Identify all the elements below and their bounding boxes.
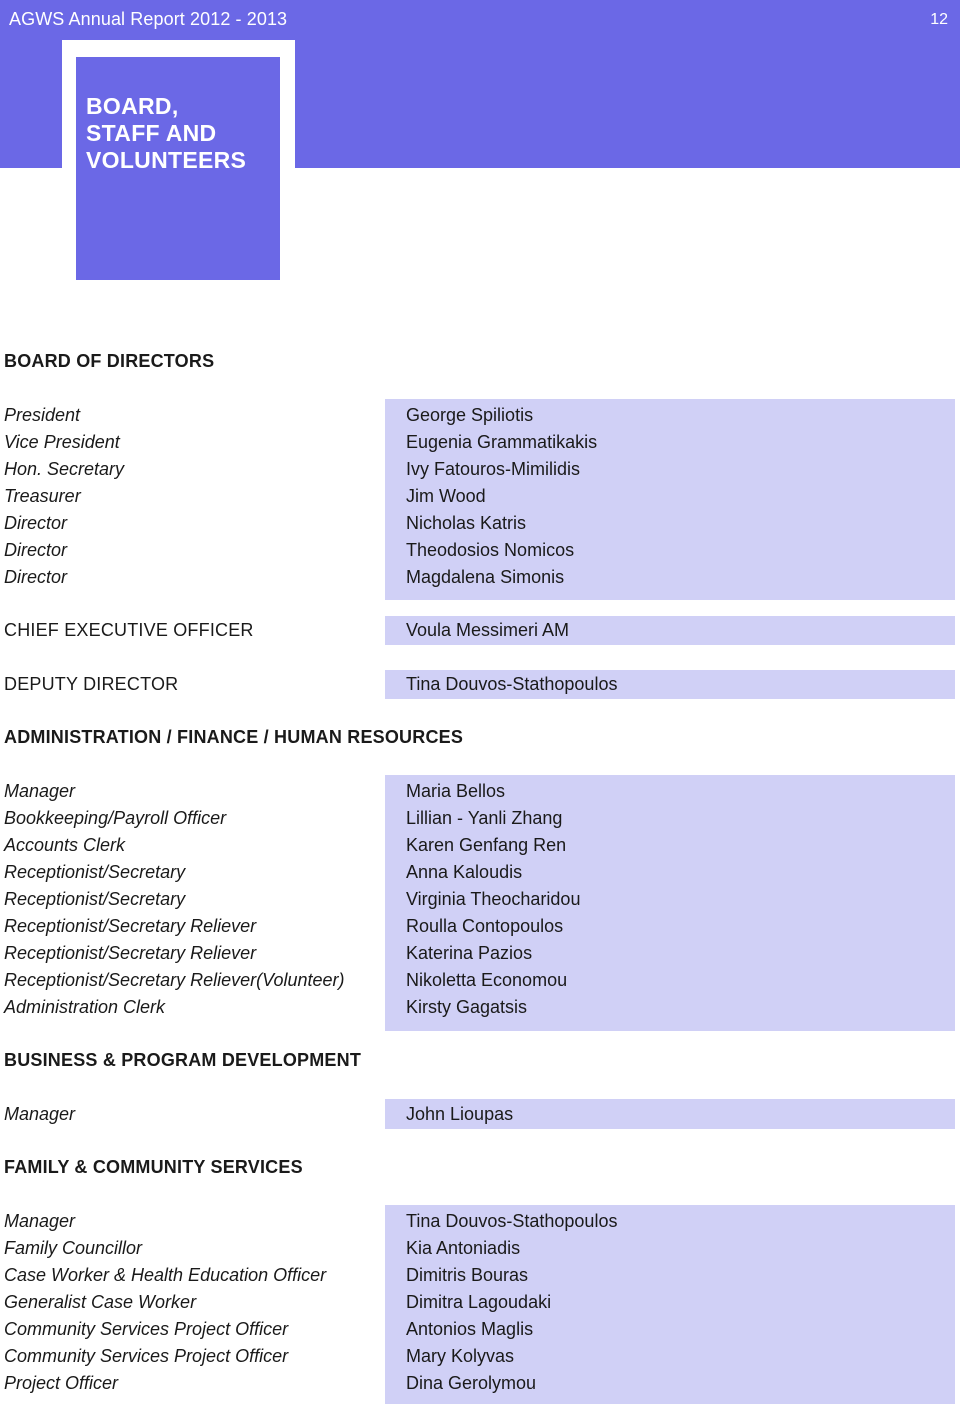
board-name: Nicholas Katris — [406, 513, 527, 533]
family-heading: FAMILY & COMMUNITY SERVICES — [4, 1157, 303, 1177]
board-name: Jim Wood — [406, 486, 486, 506]
family-name: Dimitra Lagoudaki — [406, 1292, 552, 1312]
section-title-box — [76, 57, 280, 280]
header-band-left — [0, 40, 62, 168]
deputy-heading: DEPUTY DIRECTOR — [4, 674, 179, 694]
family-role: Case Worker & Health Education Officer — [4, 1265, 327, 1285]
report-title: AGWS Annual Report 2012 - 2013 — [9, 9, 288, 29]
header-band-right — [295, 40, 960, 168]
admin-name: Roulla Contopoulos — [406, 916, 564, 936]
board-role: Hon. Secretary — [4, 459, 125, 479]
admin-role: Receptionist/Secretary — [4, 889, 186, 909]
admin-role: Bookkeeping/Payroll Officer — [4, 808, 227, 828]
page-number: 12 — [930, 11, 948, 28]
admin-name: Virginia Theocharidou — [406, 889, 581, 909]
admin-role: Manager — [4, 781, 76, 801]
family-name: Antonios Maglis — [406, 1319, 534, 1339]
admin-role: Receptionist/Secretary Reliever — [4, 943, 257, 963]
board-name: Magdalena Simonis — [406, 567, 565, 587]
business-name: John Lioupas — [406, 1104, 514, 1124]
board-heading: BOARD OF DIRECTORS — [4, 351, 215, 371]
board-role: President — [4, 405, 81, 425]
board-role: Director — [4, 540, 68, 560]
business-heading: BUSINESS & PROGRAM DEVELOPMENT — [4, 1050, 362, 1070]
family-name: Dimitris Bouras — [406, 1265, 529, 1285]
business-role: Manager — [4, 1104, 76, 1124]
family-name: Mary Kolyvas — [406, 1346, 515, 1366]
admin-role: Receptionist/Secretary Reliever — [4, 916, 257, 936]
title-line-1: BOARD, — [86, 93, 179, 119]
admin-name: Katerina Pazios — [406, 943, 533, 963]
family-name: Dina Gerolymou — [406, 1373, 537, 1393]
board-name: George Spiliotis — [406, 405, 534, 425]
board-role: Director — [4, 567, 68, 587]
admin-name: Karen Genfang Ren — [406, 835, 567, 855]
family-role: Generalist Case Worker — [4, 1292, 197, 1312]
family-role: Community Services Project Officer — [4, 1319, 289, 1339]
title-line-2: STAFF AND — [86, 120, 217, 146]
admin-name: Anna Kaloudis — [406, 862, 523, 882]
admin-name: Lillian - Yanli Zhang — [406, 808, 563, 828]
ceo-heading: CHIEF EXECUTIVE OFFICER — [4, 620, 254, 640]
family-name: Kia Antoniadis — [406, 1238, 521, 1258]
admin-role: Administration Clerk — [4, 997, 166, 1017]
admin-name: Kirsty Gagatsis — [406, 997, 528, 1017]
board-role: Director — [4, 513, 68, 533]
family-role: Project Officer — [4, 1373, 119, 1393]
board-role: Vice President — [4, 432, 120, 452]
family-role: Community Services Project Officer — [4, 1346, 289, 1366]
family-role: Manager — [4, 1211, 76, 1231]
header-bar — [0, 0, 960, 40]
admin-heading: ADMINISTRATION / FINANCE / HUMAN RESOURCES — [4, 727, 464, 747]
admin-role: Receptionist/Secretary Reliever(Volunteer) — [4, 970, 345, 990]
admin-role: Accounts Clerk — [4, 835, 126, 855]
admin-name: Nikoletta Economou — [406, 970, 568, 990]
family-name: Tina Douvos-Stathopoulos — [406, 1211, 618, 1231]
board-name: Theodosios Nomicos — [406, 540, 575, 560]
ceo-name: Voula Messimeri AM — [406, 620, 570, 640]
title-line-3: VOLUNTEERS — [86, 147, 247, 173]
family-role: Family Councillor — [4, 1238, 143, 1258]
admin-role: Receptionist/Secretary — [4, 862, 186, 882]
board-name: Eugenia Grammatikakis — [406, 432, 598, 452]
board-name: Ivy Fatouros-Mimilidis — [406, 459, 581, 479]
admin-name: Maria Bellos — [406, 781, 506, 801]
deputy-name: Tina Douvos-Stathopoulos — [406, 674, 618, 694]
board-role: Treasurer — [4, 486, 81, 506]
